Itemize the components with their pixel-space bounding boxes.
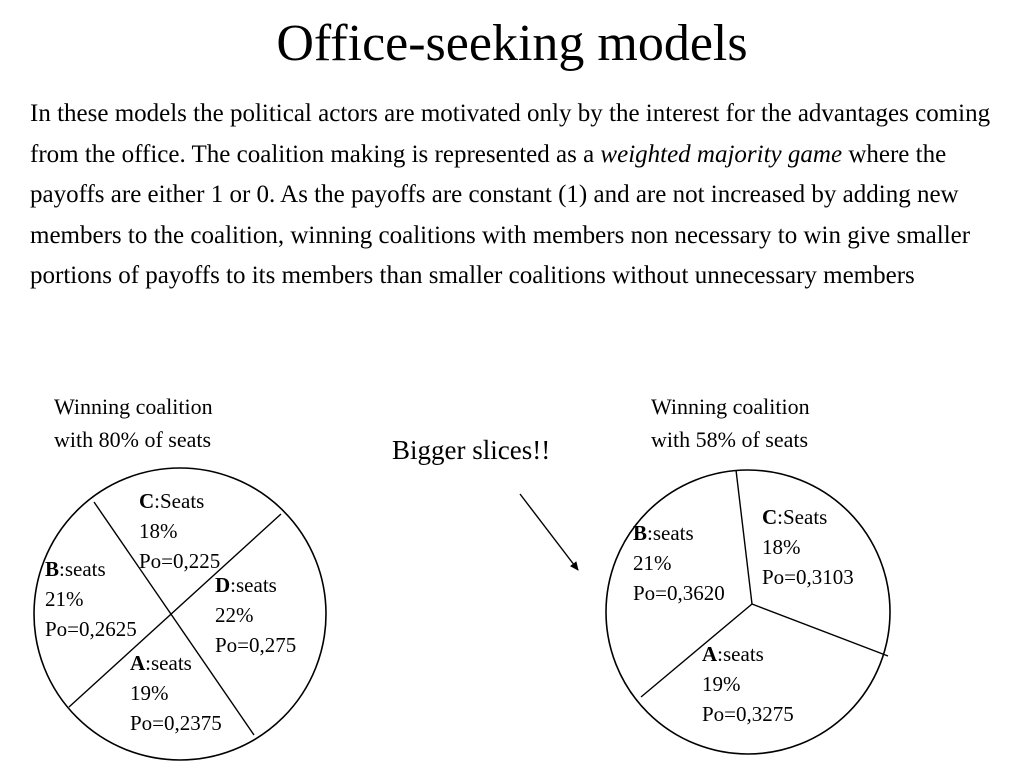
left-slice-c-party: C <box>139 489 155 513</box>
right-slice-b-party: B <box>633 521 648 545</box>
left-slice-a-payoff: Po=0,2375 <box>130 711 222 735</box>
right-slice-a-label <box>702 639 794 729</box>
right-slice-b-seats-word: :seats <box>647 521 694 545</box>
left-slice-d-share: 22% <box>215 603 254 627</box>
left-slice-d-party: D <box>215 573 231 597</box>
left-slice-d-payoff: Po=0,275 <box>215 633 297 657</box>
bigger-slices-callout: Bigger slices!! <box>392 435 551 465</box>
right-slice-b-payoff: Po=0,3620 <box>633 581 725 605</box>
left-slice-c-share: 18% <box>139 519 178 543</box>
left-slice-d-label <box>215 570 296 660</box>
right-pie-caption-line1: Winning coalition <box>651 394 810 419</box>
callout-arrow <box>520 494 578 570</box>
right-slice-c-seats-word: :Seats <box>777 505 828 529</box>
left-pie-caption-line2: with 80% of seats <box>54 427 212 452</box>
left-slice-c-payoff: Po=0,225 <box>139 549 221 573</box>
left-slice-b-seats-word: :seats <box>59 557 106 581</box>
right-slice-c-label <box>762 502 854 592</box>
left-slice-d-seats-word: :seats <box>230 573 277 597</box>
right-slice-a-seats-word: :seats <box>717 642 764 666</box>
left-slice-b-party: B <box>45 557 60 581</box>
left-slice-b-share: 21% <box>45 587 84 611</box>
right-slice-c-party: C <box>762 505 778 529</box>
paragraph-text-start: In these models the political actors are motivated only by the interest for the advantages coming from the office. The coalition making is represented as a <box>30 100 991 168</box>
right-slice-a-payoff: Po=0,3275 <box>702 702 794 726</box>
right-slice-b-share: 21% <box>633 551 672 575</box>
page-title: Office-seeking models <box>276 15 748 72</box>
right-slice-c-share: 18% <box>762 535 801 559</box>
left-slice-c-label <box>139 486 220 576</box>
left-slice-c-seats-word: :Seats <box>154 489 205 513</box>
right-slice-b-label <box>633 518 725 608</box>
left-pie-caption-line1: Winning coalition <box>54 394 213 419</box>
left-slice-a-party: A <box>130 651 146 675</box>
right-pie-divider-1 <box>736 470 752 604</box>
right-slice-a-party: A <box>702 642 718 666</box>
left-slice-a-label <box>130 648 222 738</box>
right-slice-c-payoff: Po=0,3103 <box>762 565 854 589</box>
left-slice-b-payoff: Po=0,2625 <box>45 617 137 641</box>
left-slice-b-label <box>45 554 137 644</box>
paragraph-emphasis: weighted majority game <box>600 140 843 168</box>
right-pie-caption-line2: with 58% of seats <box>651 427 809 452</box>
paragraph-text-end: where the payoffs are either 1 or 0. As the payoffs are constant (1) and are not increased by adding new members to the coalition, winning coalitions with members non necessary to win give smaller portions of payoffs to its members than smaller coalitions without unnecessary members <box>30 140 971 289</box>
left-slice-a-share: 19% <box>130 681 169 705</box>
right-slice-a-share: 19% <box>702 672 741 696</box>
left-slice-a-seats-word: :seats <box>145 651 192 675</box>
